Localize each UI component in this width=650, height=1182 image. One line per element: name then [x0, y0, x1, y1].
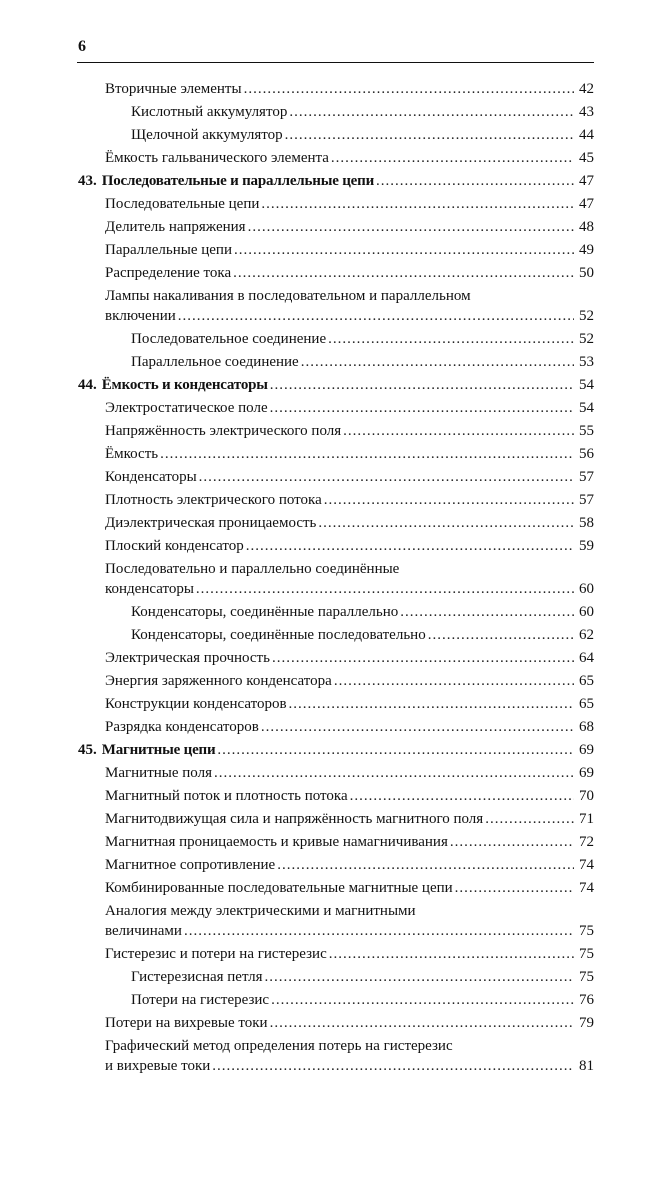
table-of-contents — [78, 78, 594, 1078]
toc-section-entry — [78, 670, 594, 693]
toc-entry-row — [78, 239, 594, 262]
toc-entry-row — [78, 466, 594, 489]
dot-leader — [244, 78, 574, 101]
toc-entry-row — [78, 397, 594, 420]
toc-section-entry — [78, 466, 594, 489]
toc-entry-title: Ёмкость гальванического элемента — [105, 150, 329, 166]
toc-entry-title: Вторичные элементы — [105, 81, 242, 97]
dot-leader — [285, 124, 574, 147]
dot-leader — [184, 921, 574, 941]
toc-page-number: 47 — [579, 173, 594, 189]
page-number: 6 — [78, 38, 86, 55]
toc-entry-row — [78, 966, 594, 989]
toc-entry-title: Гистерезис и потери на гистерезис — [105, 946, 327, 962]
toc-entry-title: конденсаторы — [105, 581, 194, 597]
toc-page-number: 59 — [579, 538, 594, 554]
toc-entry-row — [78, 1056, 594, 1076]
dot-leader — [400, 601, 574, 624]
toc-section-entry — [78, 216, 594, 239]
toc-entry-title-line: Аналогия между электрическими и магнитными — [105, 903, 416, 919]
dot-leader — [270, 1012, 574, 1035]
toc-entry-title: Ёмкость — [105, 446, 159, 462]
dot-leader — [343, 420, 574, 443]
toc-entry-row — [78, 854, 594, 877]
toc-page-number: 81 — [579, 1058, 594, 1074]
toc-entry-title: Конструкции конденсаторов — [105, 696, 287, 712]
toc-section-entry — [78, 193, 594, 216]
toc-entry-title-line: Лампы накаливания в последовательном и параллельном — [105, 288, 471, 304]
dot-leader — [160, 443, 574, 466]
dot-leader — [318, 512, 574, 535]
toc-entry-row — [78, 193, 594, 216]
toc-entry-title: Диэлектрическая проницаемость — [105, 515, 317, 531]
toc-entry-title: Ёмкость и конденсаторы — [101, 377, 268, 393]
toc-chapter-entry — [78, 374, 594, 397]
toc-entry-row — [78, 808, 594, 831]
toc-page-number: 70 — [579, 788, 594, 804]
toc-page-number: 55 — [579, 423, 594, 439]
toc-entry-title: Конденсаторы, соединённые последовательно — [131, 627, 426, 643]
toc-entry-title-line: Последовательно и параллельно соединённые — [105, 561, 400, 577]
toc-page-number: 62 — [579, 627, 594, 643]
toc-page-number: 56 — [579, 446, 594, 462]
toc-entry-row — [78, 170, 594, 193]
toc-section-entry — [78, 854, 594, 877]
toc-entry-title: Распределение тока — [105, 265, 232, 281]
toc-page-number: 54 — [579, 377, 594, 393]
toc-page-number: 74 — [579, 880, 594, 896]
toc-subsection-entry — [78, 328, 594, 351]
dot-leader — [270, 397, 574, 420]
dot-leader — [233, 262, 574, 285]
toc-subsection-entry — [78, 101, 594, 124]
dot-leader — [270, 374, 574, 397]
dot-leader — [328, 328, 574, 351]
toc-section-entry — [78, 78, 594, 101]
toc-section-entry — [78, 716, 594, 739]
toc-chapter-entry — [78, 739, 594, 762]
toc-section-entry — [78, 1037, 594, 1076]
toc-chapter-entry — [78, 170, 594, 193]
toc-page-number: 74 — [579, 857, 594, 873]
toc-entry-row — [78, 785, 594, 808]
toc-entry-row — [78, 762, 594, 785]
toc-page-number: 57 — [579, 492, 594, 508]
toc-section-entry — [78, 443, 594, 466]
toc-page-number: 60 — [579, 604, 594, 620]
dot-leader — [234, 239, 574, 262]
toc-section-entry — [78, 647, 594, 670]
toc-entry-title: величинами — [105, 923, 182, 939]
chapter-number: 44. — [78, 377, 97, 393]
toc-entry-title: Последовательные и параллельные цепи — [101, 173, 375, 189]
toc-page-number: 64 — [579, 650, 594, 666]
dot-leader — [272, 647, 574, 670]
toc-entry-row — [78, 328, 594, 351]
toc-page-number: 68 — [579, 719, 594, 735]
toc-page-number: 52 — [579, 331, 594, 347]
dot-leader — [217, 739, 574, 762]
toc-entry-row — [78, 443, 594, 466]
toc-entry-title: Магнитные цепи — [101, 742, 216, 758]
dot-leader — [455, 877, 574, 900]
toc-page-number: 47 — [579, 196, 594, 212]
toc-entry-title: Параллельное соединение — [131, 354, 299, 370]
toc-entry-title: Последовательные цепи — [105, 196, 260, 212]
header-rule — [77, 62, 594, 63]
toc-section-entry — [78, 560, 594, 599]
toc-page-number: 69 — [579, 742, 594, 758]
toc-page-number: 69 — [579, 765, 594, 781]
dot-leader — [248, 216, 574, 239]
toc-entry-title: Разрядка конденсаторов — [105, 719, 259, 735]
toc-page-number: 54 — [579, 400, 594, 416]
toc-entry-row — [78, 670, 594, 693]
toc-section-entry — [78, 762, 594, 785]
toc-section-entry — [78, 420, 594, 443]
toc-page-number: 49 — [579, 242, 594, 258]
toc-entry-row — [78, 78, 594, 101]
dot-leader — [485, 808, 574, 831]
dot-leader — [289, 693, 574, 716]
toc-entry-title: Магнитные поля — [105, 765, 212, 781]
dot-leader — [376, 170, 574, 193]
toc-entry-title: Плоский конденсатор — [105, 538, 244, 554]
toc-entry-row — [78, 1012, 594, 1035]
toc-entry-title: Электрическая прочность — [105, 650, 270, 666]
toc-entry-row — [78, 489, 594, 512]
toc-page-number: 42 — [579, 81, 594, 97]
toc-entry-row — [78, 262, 594, 285]
toc-section-entry — [78, 512, 594, 535]
toc-entry-title: Гистерезисная петля — [131, 969, 263, 985]
dot-leader — [324, 489, 574, 512]
toc-entry-row — [78, 739, 594, 762]
toc-entry-title: Плотность электрического потока — [105, 492, 322, 508]
toc-entry-row — [78, 647, 594, 670]
toc-page-number: 65 — [579, 696, 594, 712]
toc-entry-title: Магнитное сопротивление — [105, 857, 276, 873]
toc-page-number: 71 — [579, 811, 594, 827]
dot-leader — [214, 762, 574, 785]
dot-leader — [178, 306, 574, 326]
toc-section-entry — [78, 147, 594, 170]
toc-entry-title: Конденсаторы — [105, 469, 197, 485]
toc-subsection-entry — [78, 351, 594, 374]
dot-leader — [301, 351, 574, 374]
dot-leader — [450, 831, 574, 854]
toc-section-entry — [78, 287, 594, 326]
toc-entry-row — [78, 420, 594, 443]
toc-entry-row — [78, 101, 594, 124]
toc-page-number: 79 — [579, 1015, 594, 1031]
toc-section-entry — [78, 397, 594, 420]
toc-entry-row — [78, 351, 594, 374]
toc-section-entry — [78, 262, 594, 285]
toc-page-number: 52 — [579, 308, 594, 324]
dot-leader — [334, 670, 574, 693]
toc-page-number: 75 — [579, 923, 594, 939]
toc-entry-row — [78, 216, 594, 239]
dot-leader — [331, 147, 574, 170]
toc-entry-title: Кислотный аккумулятор — [131, 104, 288, 120]
toc-entry-title: Щелочной аккумулятор — [131, 127, 283, 143]
toc-entry-row — [78, 943, 594, 966]
toc-subsection-entry — [78, 124, 594, 147]
dot-leader — [212, 1056, 574, 1076]
toc-entry-row — [78, 831, 594, 854]
toc-page-number: 76 — [579, 992, 594, 1008]
dot-leader — [271, 989, 574, 1012]
toc-section-entry — [78, 1012, 594, 1035]
toc-entry-title: Электростатическое поле — [105, 400, 268, 416]
toc-entry-row — [78, 512, 594, 535]
toc-section-entry — [78, 943, 594, 966]
toc-entry-title: включении — [105, 308, 176, 324]
toc-page-number: 75 — [579, 969, 594, 985]
dot-leader — [196, 579, 574, 599]
toc-entry-title-line: Графический метод определения потерь на гистерезис — [105, 1038, 453, 1054]
toc-page-number: 43 — [579, 104, 594, 120]
toc-section-entry — [78, 239, 594, 262]
dot-leader — [265, 966, 574, 989]
dot-leader — [261, 716, 574, 739]
toc-entry-title: Магнитная проницаемость и кривые намагничивания — [105, 834, 448, 850]
toc-section-entry — [78, 535, 594, 558]
toc-page-number: 72 — [579, 834, 594, 850]
dot-leader — [329, 943, 574, 966]
toc-entry-title: Конденсаторы, соединённые параллельно — [131, 604, 399, 620]
dot-leader — [428, 624, 574, 647]
toc-entry-title: Напряжённость электрического поля — [105, 423, 342, 439]
toc-entry-row — [78, 147, 594, 170]
toc-entry-row — [78, 579, 594, 599]
toc-entry-title: Энергия заряженного конденсатора — [105, 673, 332, 689]
toc-section-entry — [78, 808, 594, 831]
toc-entry-title: Параллельные цепи — [105, 242, 232, 258]
dot-leader — [246, 535, 574, 558]
toc-section-entry — [78, 831, 594, 854]
toc-page-number: 57 — [579, 469, 594, 485]
toc-entry-title: Комбинированные последовательные магнитные цепи — [105, 880, 453, 896]
toc-entry-title: Делитель напряжения — [105, 219, 246, 235]
toc-page-number: 48 — [579, 219, 594, 235]
toc-entry-title: Потери на гистерезис — [131, 992, 270, 1008]
toc-page-number: 53 — [579, 354, 594, 370]
toc-entry-row — [78, 124, 594, 147]
toc-subsection-entry — [78, 624, 594, 647]
toc-entry-row — [78, 374, 594, 397]
toc-section-entry — [78, 693, 594, 716]
toc-entry-title: Магнитодвижущая сила и напряжённость магнитного поля — [105, 811, 484, 827]
toc-entry-title: Магнитный поток и плотность потока — [105, 788, 348, 804]
toc-entry-title: Потери на вихревые токи — [105, 1015, 268, 1031]
toc-page-number: 50 — [579, 265, 594, 281]
toc-page-number: 58 — [579, 515, 594, 531]
toc-entry-row — [78, 535, 594, 558]
toc-entry-row — [78, 716, 594, 739]
toc-entry-title: и вихревые токи — [105, 1058, 211, 1074]
chapter-number: 45. — [78, 742, 97, 758]
toc-subsection-entry — [78, 989, 594, 1012]
toc-page-number: 44 — [579, 127, 594, 143]
toc-entry-row — [78, 306, 594, 326]
toc-page-number: 65 — [579, 673, 594, 689]
toc-section-entry — [78, 489, 594, 512]
dot-leader — [277, 854, 574, 877]
dot-leader — [350, 785, 574, 808]
toc-subsection-entry — [78, 601, 594, 624]
dot-leader — [289, 101, 574, 124]
toc-page-number: 60 — [579, 581, 594, 597]
dot-leader — [261, 193, 574, 216]
toc-section-entry — [78, 785, 594, 808]
chapter-number: 43. — [78, 173, 97, 189]
toc-page-number: 75 — [579, 946, 594, 962]
toc-entry-row — [78, 693, 594, 716]
toc-entry-row — [78, 601, 594, 624]
toc-entry-row — [78, 877, 594, 900]
toc-subsection-entry — [78, 966, 594, 989]
toc-section-entry — [78, 902, 594, 941]
toc-entry-row — [78, 921, 594, 941]
toc-entry-row — [78, 989, 594, 1012]
toc-entry-row — [78, 624, 594, 647]
toc-entry-title: Последовательное соединение — [131, 331, 327, 347]
dot-leader — [199, 466, 574, 489]
toc-page-number: 45 — [579, 150, 594, 166]
toc-section-entry — [78, 877, 594, 900]
